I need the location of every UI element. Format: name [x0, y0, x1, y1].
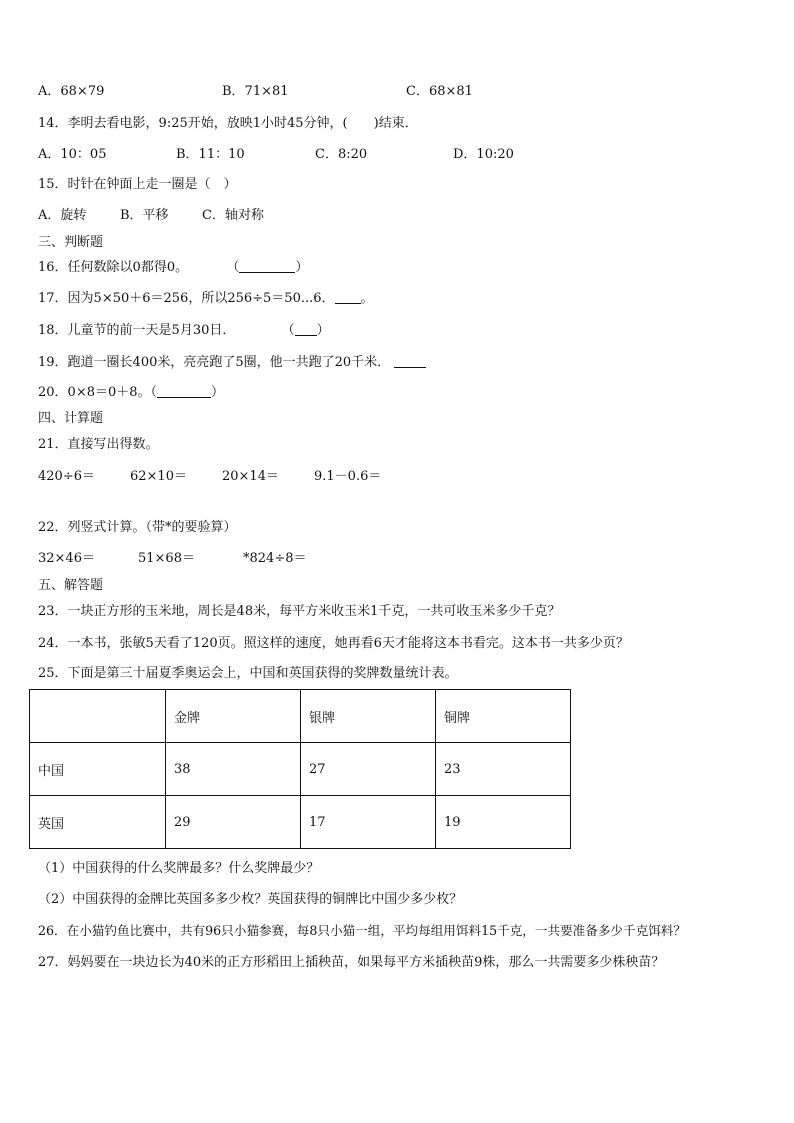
- question-25-sub-1: （1）中国获得的什么奖牌最多？什么奖牌最少？: [38, 861, 320, 876]
- table-cell: 29: [166, 796, 301, 849]
- calc-item: 32×46＝: [38, 551, 95, 566]
- question-25-sub-2: （2）中国获得的金牌比英国多多少枚？英国获得的铜牌比中国少多少枚？: [38, 892, 463, 907]
- medal-table: [29, 689, 571, 849]
- option-a: A．68×79: [38, 84, 105, 99]
- table-cell: 38: [166, 743, 301, 796]
- option-c: C．8:20: [315, 147, 368, 162]
- table-cell: 英国: [30, 796, 166, 849]
- question-18-stem: 18．儿童节的前一天是5月30日．: [38, 323, 236, 338]
- calc-item: 20×14＝: [222, 469, 279, 484]
- question-14: 14．李明去看电影，9:25开始，放映1小时45分钟，( )结束．: [38, 116, 418, 131]
- question-17-stem: 17．因为5×50＋6＝256，所以256÷5＝50...6．: [38, 291, 335, 306]
- answer-blank[interactable]: [157, 384, 211, 398]
- answer-blank[interactable]: [394, 354, 426, 368]
- calc-item: 420÷6＝: [38, 469, 95, 484]
- table-cell: 23: [436, 743, 571, 796]
- answer-blank[interactable]: [239, 259, 295, 273]
- answer-blank[interactable]: [295, 322, 317, 336]
- period: 。: [360, 291, 374, 306]
- question-20-stem: 20．0×8＝0＋8。: [38, 385, 151, 400]
- paren-close: ）: [316, 323, 330, 338]
- question-17: [38, 290, 374, 308]
- table-header-cell: 铜牌: [436, 690, 571, 743]
- question-25: 25．下面是第三十届夏季奥运会上，中国和英国获得的奖牌数量统计表。: [38, 666, 458, 681]
- table-cell: 中国: [30, 743, 166, 796]
- paren-close: ）: [295, 260, 309, 275]
- option-d: D．10:20: [453, 147, 514, 162]
- option-a: A．旋转: [38, 208, 87, 223]
- question-21: 21．直接写出得数。: [38, 437, 159, 452]
- calc-item: 9.1－0.6＝: [314, 469, 382, 484]
- paren-close: ）: [211, 385, 225, 400]
- table-row: [30, 743, 571, 796]
- section-heading-calculation: 四、计算题: [38, 411, 104, 426]
- answer-blank[interactable]: [335, 290, 361, 304]
- paren-open: （: [226, 260, 240, 275]
- question-20: [38, 384, 224, 402]
- question-16: [38, 259, 308, 277]
- table-cell: 19: [436, 796, 571, 849]
- question-26: 26．在小猫钓鱼比赛中，共有96只小猫参赛，每8只小猫一组，平均每组用饵料15千克，一共要准备多少千克饵料？: [38, 923, 686, 938]
- calc-item: 62×10＝: [130, 469, 187, 484]
- option-c: C．68×81: [406, 84, 473, 99]
- question-24: 24．一本书，张敏5天看了120页。照这样的速度，她再看6天才能将这本书看完。这本书一共多少页？: [38, 636, 629, 651]
- table-header-row: [30, 690, 571, 743]
- question-19-stem: 19．跑道一圈长400米，亮亮跑了5圈，他一共跑了20千米．: [38, 355, 391, 370]
- question-27: 27．妈妈要在一块边长为40米的正方形稻田上插秧苗，如果每平方米插秧苗9株，那么一共需要多少株秧苗？: [38, 955, 665, 970]
- table-row: [30, 796, 571, 849]
- question-19: [38, 354, 426, 372]
- option-c: C．轴对称: [202, 208, 264, 223]
- table-cell: 27: [301, 743, 436, 796]
- question-15: 15．时针在钟面上走一圈是（ ）: [38, 177, 237, 192]
- section-heading-judgement: 三、判断题: [38, 235, 104, 250]
- paren-open: （: [150, 385, 158, 400]
- section-heading-word-problems: 五、解答题: [38, 578, 104, 593]
- question-22: 22．列竖式计算。（带*的要验算）: [38, 520, 237, 535]
- table-header-cell: [30, 690, 166, 743]
- option-a: A．10：05: [38, 147, 107, 162]
- question-18: [38, 322, 330, 340]
- option-b: B．平移: [120, 208, 169, 223]
- table-cell: 17: [301, 796, 436, 849]
- table-header-cell: 金牌: [166, 690, 301, 743]
- calc-item: *824÷8＝: [243, 551, 307, 566]
- calc-item: 51×68＝: [138, 551, 195, 566]
- option-b: B．71×81: [222, 84, 289, 99]
- table-header-cell: 银牌: [301, 690, 436, 743]
- question-16-stem: 16．任何数除以0都得0。: [38, 260, 189, 275]
- paren-open: （: [281, 323, 295, 338]
- question-23: 23．一块正方形的玉米地，周长是48米，每平方米收玉米1千克，一共可收玉米多少千克？: [38, 604, 561, 619]
- option-b: B．11：10: [176, 147, 245, 162]
